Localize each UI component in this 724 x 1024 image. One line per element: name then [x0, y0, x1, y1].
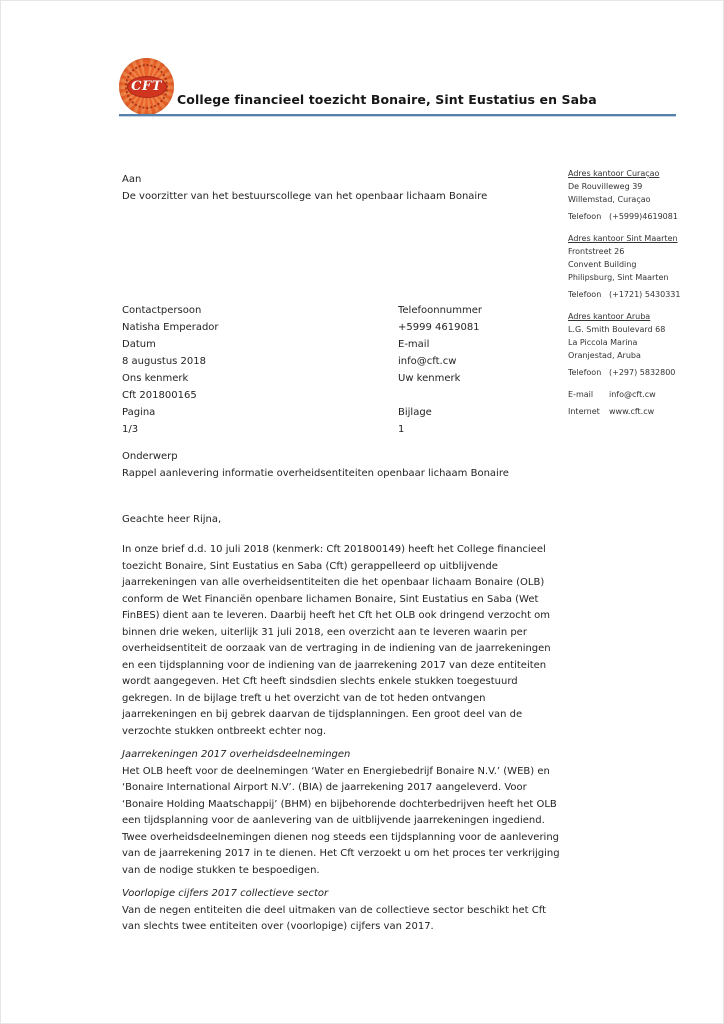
our-reference-label: Ons kenmerk: [122, 373, 189, 384]
letter-body: [122, 542, 562, 936]
office-curacao-heading: Adres kantoor Curaçao: [568, 169, 660, 178]
office-addresses-sidebar: [568, 167, 718, 427]
attachment-label: Bijlage: [398, 407, 432, 418]
date-value: 8 augustus 2018: [122, 356, 206, 367]
section-heading-jaarrekeningen: Jaarrekeningen 2017 overheidsdeelnemingen: [122, 749, 351, 760]
office-curacao: [568, 167, 718, 223]
office-sint-maarten-phone: [568, 288, 718, 301]
page-title: College financieel toezicht Bonaire, Sint Eustatius en Saba: [177, 92, 597, 107]
paragraph-intro: In onze brief d.d. 10 juli 2018 (kenmerk: Cft 201800149) heeft het College financieel toezicht Bonaire, Sint Eustatius en Saba (Cft) gerappelleerd op uitblijvende jaarrekeningen van alle overheidsentiteiten die het openbaar lichaam Bonaire (OLB) conform de Wet Financiën openbare lichamen Bonaire, Sint Eustatius en Saba (Wet FinBES) dient aan te leveren. Daarbij heeft het Cft het OLB ook dringend verzocht om binnen drie weken, uiterlijk 31 juli 2018, een overzicht aan te leveren waarin per overheidsentiteit de oorzaak van de vertraging in de indiening van de jaarrekeningen en een tijdsplanning voor de indiening van de jaarrekening 2017 van deze entiteiten wordt aangegeven. Het Cft heeft sindsdien slechts enkele stukken toegestuurd gekregen. In de bijlage treft u het overzicht van de tot heden ontvangen jaarrekeningen en bij gebrek daarvan de tijdsplanningen. Een groot deel van de verzochte stukken ontbreekt echter nog.: [122, 544, 551, 737]
recipient-block: [122, 171, 562, 205]
office-sint-maarten-address-line: Frontstreet 26: [568, 247, 625, 256]
subject-block: [122, 448, 592, 482]
attachment-value: 1: [398, 424, 405, 435]
sidebar-internet-label: Internet: [568, 407, 600, 416]
phone-value: (+297) 5832800: [609, 368, 676, 377]
phone-label: Telefoon: [568, 368, 602, 377]
office-aruba-address-line: La Piccola Marina: [568, 338, 638, 347]
office-aruba-address-line: Oranjestad, Aruba: [568, 351, 641, 360]
subject-value: Rappel aanlevering informatie overheidsentiteiten openbaar lichaam Bonaire: [122, 468, 509, 479]
office-aruba-heading: Adres kantoor Aruba: [568, 312, 651, 321]
cft-logo-label: CFT: [131, 79, 162, 94]
contact-person-label: Contactpersoon: [122, 305, 202, 316]
office-sint-maarten: [568, 232, 718, 301]
office-sint-maarten-address-line: Philipsburg, Sint Maarten: [568, 273, 669, 282]
cft-logo-badge: [128, 77, 166, 97]
sidebar-contact-block: [568, 388, 718, 418]
page-number-value: 1/3: [122, 424, 139, 435]
phone-label: Telefoon: [568, 290, 602, 299]
email-label: E-mail: [398, 339, 430, 350]
sidebar-email-value: info@cft.cw: [609, 390, 656, 399]
office-aruba-address-line: L.G. Smith Boulevard 68: [568, 325, 666, 334]
header-divider: [119, 114, 676, 117]
recipient-name: De voorzitter van het bestuurscollege van het openbaar lichaam Bonaire: [122, 191, 488, 202]
page-number-label: Pagina: [122, 407, 156, 418]
section-heading-voorlopige-cijfers: Voorlopige cijfers 2017 collectieve sector: [122, 888, 329, 899]
paragraph-voorlopige-cijfers: Van de negen entiteiten die deel uitmaken van de collectieve sector beschikt het Cft van slechts twee entiteiten over (voorlopige) cijfers van 2017.: [122, 904, 547, 932]
office-curacao-address-line: De Rouvilleweg 39: [568, 182, 643, 191]
email-value: info@cft.cw: [398, 356, 457, 367]
office-curacao-phone: [568, 210, 718, 223]
date-label: Datum: [122, 339, 156, 350]
office-sint-maarten-heading: Adres kantoor Sint Maarten: [568, 234, 678, 243]
meta-left-column: [122, 302, 392, 438]
sidebar-email-label: E-mail: [568, 390, 594, 399]
cft-logo: [119, 58, 174, 115]
contact-person-value: Natisha Emperador: [122, 322, 219, 333]
office-curacao-address-line: Willemstad, Curaçao: [568, 195, 651, 204]
office-sint-maarten-address-line: Convent Building: [568, 260, 637, 269]
sidebar-internet-value: www.cft.cw: [609, 407, 655, 416]
salutation: Geachte heer Rijna,: [122, 514, 222, 525]
our-reference-value: Cft 201800165: [122, 390, 197, 401]
sidebar-email-row: [568, 388, 718, 401]
phone-label: Telefoon: [568, 212, 602, 221]
phone-number-value: +5999 4619081: [398, 322, 480, 333]
phone-number-label: Telefoonnummer: [398, 305, 483, 316]
phone-value: (+1721) 5430331: [609, 290, 681, 299]
sidebar-internet-row: [568, 405, 718, 418]
paragraph-jaarrekeningen: Het OLB heeft voor de deelnemingen ‘Water en Energiebedrijf Bonaire N.V.’ (WEB) en ‘Bonaire International Airport N.V’. (BIA) de jaarrekening 2017 aangeleverd. Voor ‘Bonaire Holding Maatschappij’ (BHM) en bijbehorende dochterbedrijven heeft het OLB een tijdsplanning voor de aanlevering van de uitblijvende jaarrekeningen ingediend. Twee overheidsdeelnemingen dienen nog steeds een tijdsplanning voor de aanlevering van de jaarrekening 2017 in te dienen. Het Cft verzoekt u om het proces ter verkrijging van de nodige stukken te bespoedigen.: [122, 765, 560, 876]
your-reference-label: Uw kenmerk: [398, 373, 461, 384]
subject-label: Onderwerp: [122, 451, 178, 462]
phone-value: (+5999)4619081: [609, 212, 678, 221]
office-aruba: [568, 310, 718, 379]
recipient-label: Aan: [122, 174, 142, 185]
office-aruba-phone: [568, 366, 718, 379]
